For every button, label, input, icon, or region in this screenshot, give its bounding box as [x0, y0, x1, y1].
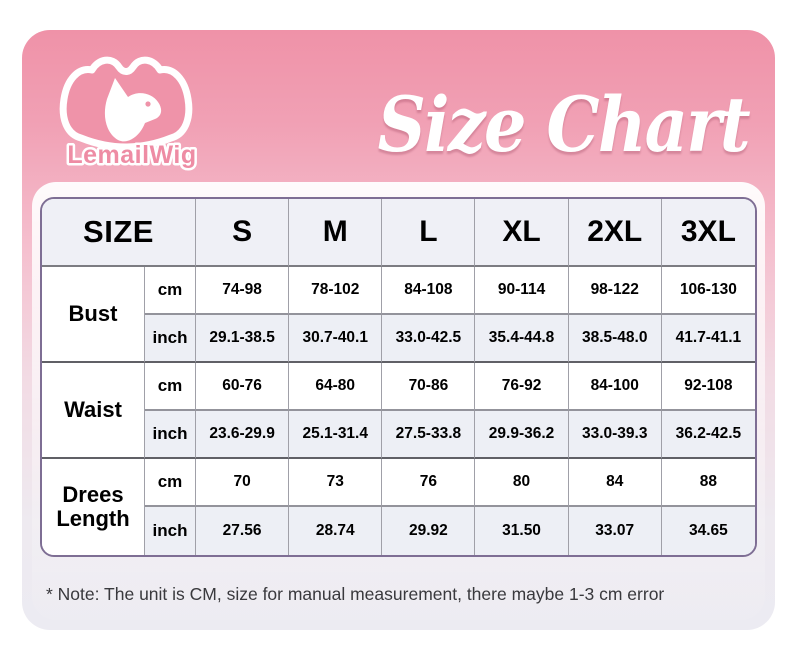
size-col-s: S: [196, 199, 289, 267]
brand-logo: [56, 54, 208, 172]
size-table-frame: [40, 197, 757, 557]
unit-cell-cm: cm: [145, 267, 196, 315]
bust-cm-row: [42, 267, 755, 315]
value-cell: 27.5-33.8: [382, 411, 475, 459]
size-col-l: L: [382, 199, 475, 267]
row-label-dress-length: Drees Length: [42, 459, 145, 555]
value-cell: 76-92: [475, 363, 568, 411]
row-label-bust: Bust: [42, 267, 145, 363]
size-table: [42, 199, 755, 555]
value-cell: 23.6-29.9: [196, 411, 289, 459]
value-cell: 28.74: [289, 507, 382, 555]
value-cell: 106-130: [662, 267, 755, 315]
value-cell: 33.0-42.5: [382, 315, 475, 363]
dress-length-inch-row: [42, 507, 755, 555]
value-cell: 25.1-31.4: [289, 411, 382, 459]
cat-head-icon: [63, 60, 189, 147]
unit-cell-inch: inch: [145, 411, 196, 459]
value-cell: 27.56: [196, 507, 289, 555]
value-cell: 76: [382, 459, 475, 507]
value-cell: 92-108: [662, 363, 755, 411]
page-title: Size Chart: [377, 80, 749, 169]
bust-inch-row: [42, 315, 755, 363]
value-cell: 29.9-36.2: [475, 411, 568, 459]
value-cell: 34.65: [662, 507, 755, 555]
size-header-cell: SIZE: [42, 199, 196, 267]
value-cell: 35.4-44.8: [475, 315, 568, 363]
value-cell: 90-114: [475, 267, 568, 315]
size-chart-card: [22, 30, 775, 630]
value-cell: 29.1-38.5: [196, 315, 289, 363]
size-header-row: [42, 199, 755, 267]
size-col-m: M: [289, 199, 382, 267]
value-cell: 29.92: [382, 507, 475, 555]
value-cell: 36.2-42.5: [662, 411, 755, 459]
value-cell: 60-76: [196, 363, 289, 411]
value-cell: 38.5-48.0: [569, 315, 662, 363]
value-cell: 84-108: [382, 267, 475, 315]
value-cell: 33.0-39.3: [569, 411, 662, 459]
content-panel: [32, 182, 765, 620]
unit-cell-inch: inch: [145, 507, 196, 555]
size-col-xl: XL: [475, 199, 568, 267]
value-cell: 70: [196, 459, 289, 507]
value-cell: 74-98: [196, 267, 289, 315]
dress-length-cm-row: [42, 459, 755, 507]
value-cell: 41.7-41.1: [662, 315, 755, 363]
unit-cell-cm: cm: [145, 459, 196, 507]
value-cell: 73: [289, 459, 382, 507]
unit-cell-cm: cm: [145, 363, 196, 411]
waist-inch-row: [42, 411, 755, 459]
size-col-3xl: 3XL: [662, 199, 755, 267]
unit-cell-inch: inch: [145, 315, 196, 363]
value-cell: 31.50: [475, 507, 568, 555]
eye-dot: [145, 101, 150, 106]
value-cell: 64-80: [289, 363, 382, 411]
row-label-waist: Waist: [42, 363, 145, 459]
value-cell: 78-102: [289, 267, 382, 315]
waist-cm-row: [42, 363, 755, 411]
value-cell: 70-86: [382, 363, 475, 411]
value-cell: 98-122: [569, 267, 662, 315]
value-cell: 88: [662, 459, 755, 507]
size-col-2xl: 2XL: [569, 199, 662, 267]
brand-name: LemailWig: [67, 141, 197, 169]
value-cell: 84: [569, 459, 662, 507]
value-cell: 30.7-40.1: [289, 315, 382, 363]
value-cell: 80: [475, 459, 568, 507]
value-cell: 84-100: [569, 363, 662, 411]
measurement-note: * Note: The unit is CM, size for manual measurement, there maybe 1-3 cm error: [46, 584, 665, 604]
value-cell: 33.07: [569, 507, 662, 555]
